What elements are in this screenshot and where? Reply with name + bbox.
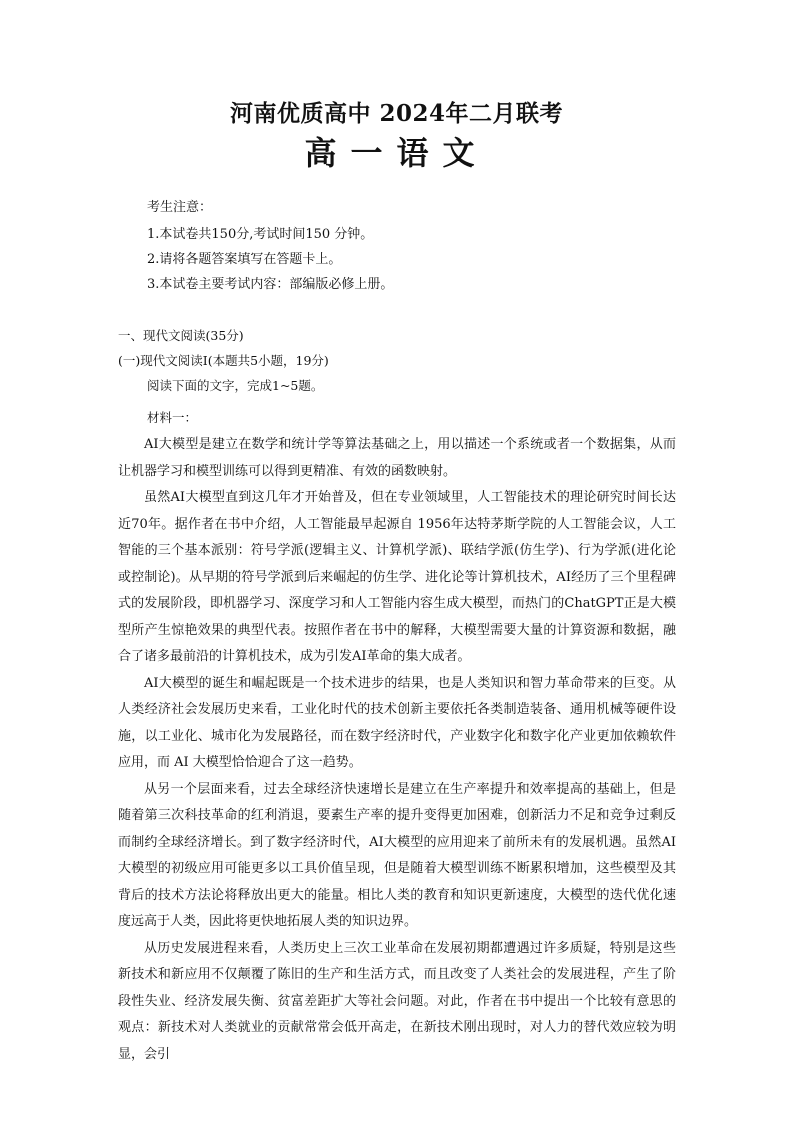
notice-item: 3.本试卷主要考试内容：部编版必修上册。 (147, 277, 394, 292)
sub-section-title: (一)现代文阅读Ⅰ(本题共5小题，19分) (118, 353, 329, 368)
notice-item: 2.请将各题答案填写在答题卡上。 (147, 252, 342, 267)
paragraph: 虽然AI大模型直到这几年才开始普及，但在专业领域里，人工智能技术的理论研究时间长达近70年。据作者在书中介绍，人工智能最早起源自 1956年达特茅斯学院的人工智能会议，人工智能的三个基本派别：符号学派(逻辑主义、计算机学派)、联结学派(仿生学)、行为学派(进化论或控制论)。从早期的符号学派到后来崛起的仿生学、进化论等计算机技术，AI经历了三个里程碑式的发展阶段，即机器学习、深度学习和人工智能内容生成大模型，而热门的ChatGPT正是大模型所产生惊艳效果的典型代表。按照作者在书中的解释，大模型需要大量的计算资源和数据，融合了诸多最前沿的计算机技术，成为引发AI革命的集大成者。 (118, 490, 676, 664)
exam-title: 河南优质高中 2024年二月联考 (229, 100, 564, 127)
part-title: 一、现代文阅读(35分) (118, 328, 244, 343)
paragraph: 从历史发展进程来看，人类历史上三次工业革命在发展初期都遭遇过许多质疑，特别是这些新技术和新应用不仅颠覆了陈旧的生产和生活方式，而且改变了人类社会的发展进程，产生了阶段性失业、经济发展失衡、贫富差距扩大等社会问题。对此，作者在书中提出一个比较有意思的观点：新技术对人类就业的贡献常常会低开高走，在新技术刚出现时，对人力的替代效应较为明显，会引 (118, 940, 676, 1062)
paragraph: AI大模型的诞生和崛起既是一个技术进步的结果，也是人类知识和智力革命带来的巨变。从人类经济社会发展历史来看，工业化时代的技术创新主要依托各类制造装备、通用机械等硬件设施，以工业化、城市化为发展路径，而在数字经济时代，产业数字化和数字化产业更加依赖软件应用，而 AI 大模型恰恰迎合了这一趋势。 (118, 675, 676, 770)
material-label: 材料一： (147, 410, 198, 425)
subject-title: 高一语文 (304, 134, 489, 172)
article-body (118, 432, 676, 1068)
notice-heading: 考生注意： (147, 200, 213, 215)
paragraph: AI大模型是建立在数学和统计学等算法基础之上，用以描述一个系统或者一个数据集，从而让机器学习和模型训练可以得到更精准、有效的函数映射。 (118, 437, 676, 479)
notice-item: 1.本试卷共150分,考试时间150 分钟。 (147, 227, 374, 242)
paragraph: 从另一个层面来看，过去全球经济快速增长是建立在生产率提升和效率提高的基础上，但是随着第三次科技革命的红利消退，要素生产率的提升变得更加困难，创新活力不足和竞争过剩反而制约全球经济增长。到了数字经济时代，AI大模型的应用迎来了前所未有的发展机遇。虽然AI大模型的初级应用可能更多以工具价值呈现，但是随着大模型训练不断累积增加，这些模型及其背后的技术方法论将释放出更大的能量。相比人类的教育和知识更新速度，大模型的迭代优化速度远高于人类，因此将更快地拓展人类的知识边界。 (118, 781, 676, 929)
reading-instruction: 阅读下面的文字，完成1~5题。 (147, 378, 324, 393)
